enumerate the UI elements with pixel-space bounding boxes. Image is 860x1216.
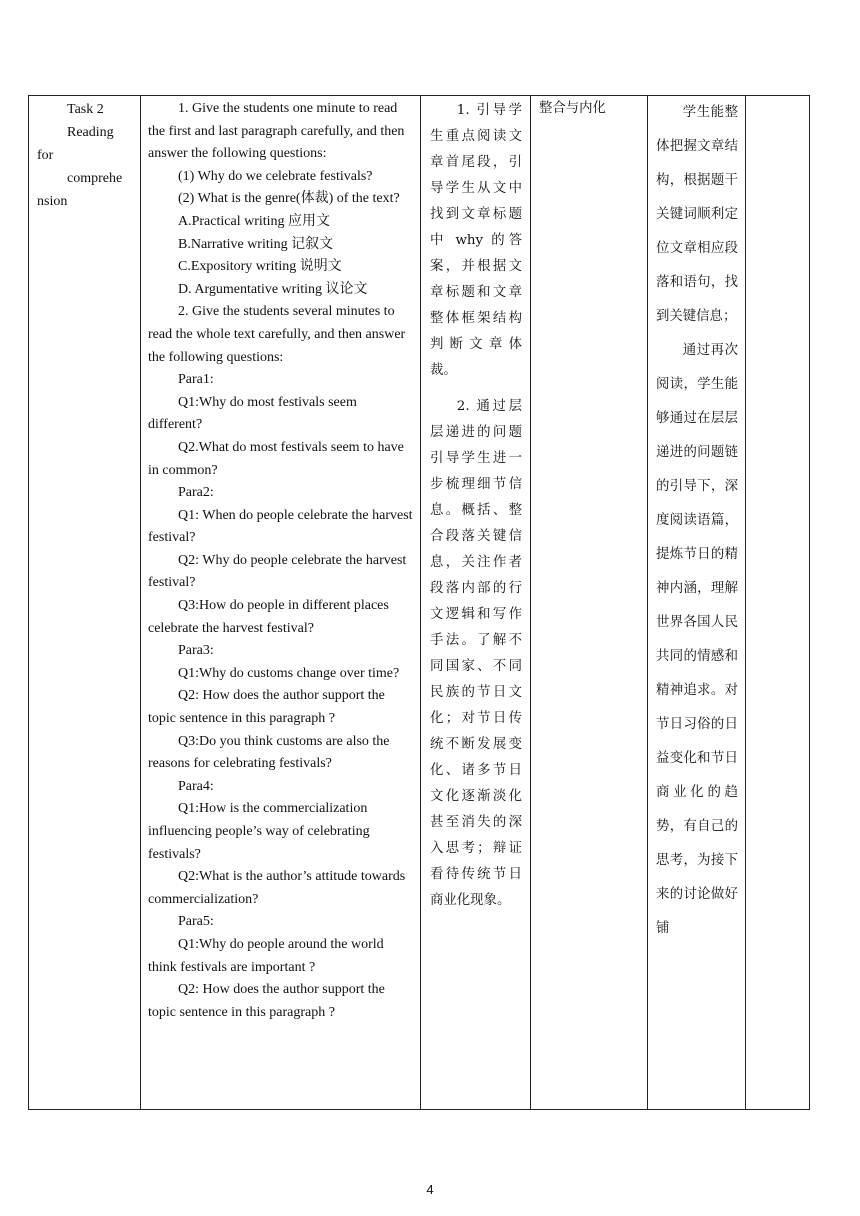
activity-line: Para3: [178, 643, 214, 659]
goal-text: 整合与内化 [539, 101, 606, 116]
activity-line: Q2: Why do people celebrate the harvest festival? [148, 552, 407, 591]
design-paragraph: 1. 引导学生重点阅读文章首尾段，引导学生从文中找到文章标题中 why 的答案，并根据文章标题和文章整体框架结构判断文章体裁。 [430, 103, 522, 378]
activity-line: B.Narrative writing 记叙文 [178, 236, 334, 252]
activity-line: Para5: [178, 914, 214, 930]
lesson-plan-table [28, 95, 810, 1110]
activity-line: Q2: How does the author support the topic sentence in this paragraph ? [148, 688, 385, 727]
task-line: comprehe [67, 171, 123, 186]
design-paragraph: 2. 通过层层递进的问题引导学生进一步梳理细节信息。概括、整合段落关键信息，关注作者段落内部的行文逻辑和写作手法。了解不同国家、不同民族的节日文化；对节日传统不断发展变化、诸多节日文化逐渐淡化甚至消失的深入思考；辩证看待传统节日商业化现象。 [430, 399, 522, 908]
task-line: Task 2 [67, 102, 104, 117]
task-line: Reading [67, 125, 114, 140]
activity-line: 1. Give the students one minute to read the first and last paragraph carefully, and then answer the following questions: [148, 101, 405, 162]
activity-line: Q1:Why do people around the world think festivals are important ? [148, 936, 384, 975]
table-row [29, 96, 810, 1110]
activity-line: Q1: When do people celebrate the harvest festival? [148, 507, 413, 546]
task-cell [29, 96, 141, 1110]
activity-line: Para1: [178, 372, 214, 388]
activity-line: C.Expository writing 说明文 [178, 259, 342, 275]
activity-line: D. Argumentative writing 议论文 [178, 281, 368, 297]
design-intent-cell [421, 96, 531, 1110]
goal-cell [531, 96, 648, 1110]
activity-line: (1) Why do we celebrate festivals? [178, 168, 373, 184]
activity-line: Para2: [178, 485, 214, 501]
activity-line: Para4: [178, 778, 214, 794]
activity-line: Q2:What is the author’s attitude towards commercialization? [148, 869, 406, 907]
activity-line: Q3:Do you think customs are also the reasons for celebrating festivals? [148, 733, 390, 772]
activity-cell [141, 96, 421, 1110]
activity-line: A.Practical writing 应用文 [178, 213, 331, 229]
activity-line: Q2.What do most festivals seem to have in common? [148, 439, 404, 478]
task-line: nsion [37, 194, 68, 209]
activity-line: (2) What is the genre(体裁) of the text? [178, 191, 400, 207]
activity-line: Q1:Why do most festivals seem different? [148, 394, 357, 433]
effect-paragraph: 通过再次阅读，学生能够通过在层层递进的问题链的引导下，深度阅读语篇，提炼节日的精神内涵，理解世界各国人民共同的情感和精神追求。对节日习俗的日益变化和节日商业化的趋势，有自己的思考，为接下来的讨论做好铺 [656, 343, 738, 936]
empty-cell [746, 96, 810, 1110]
effect-paragraph: 学生能整体把握文章结构，根据题干关键词顺利定位文章相应段落和语句，找到关键信息； [656, 105, 738, 324]
activity-line: Q2: How does the author support the topic sentence in this paragraph ? [148, 982, 385, 1020]
activity-line: Q1:Why do customs change over time? [178, 665, 400, 681]
effect-cell [648, 96, 746, 1110]
activity-line: Q3:How do people in different places celebrate the harvest festival? [148, 598, 389, 636]
activity-line: 2. Give the students several minutes to read the whole text carefully, and then answer the following questions: [148, 304, 406, 365]
task-line: for [37, 148, 54, 163]
activity-line: Q1:How is the commercialization influencing people’s way of celebrating festivals? [148, 801, 370, 862]
page-number: 4 [426, 1182, 434, 1197]
